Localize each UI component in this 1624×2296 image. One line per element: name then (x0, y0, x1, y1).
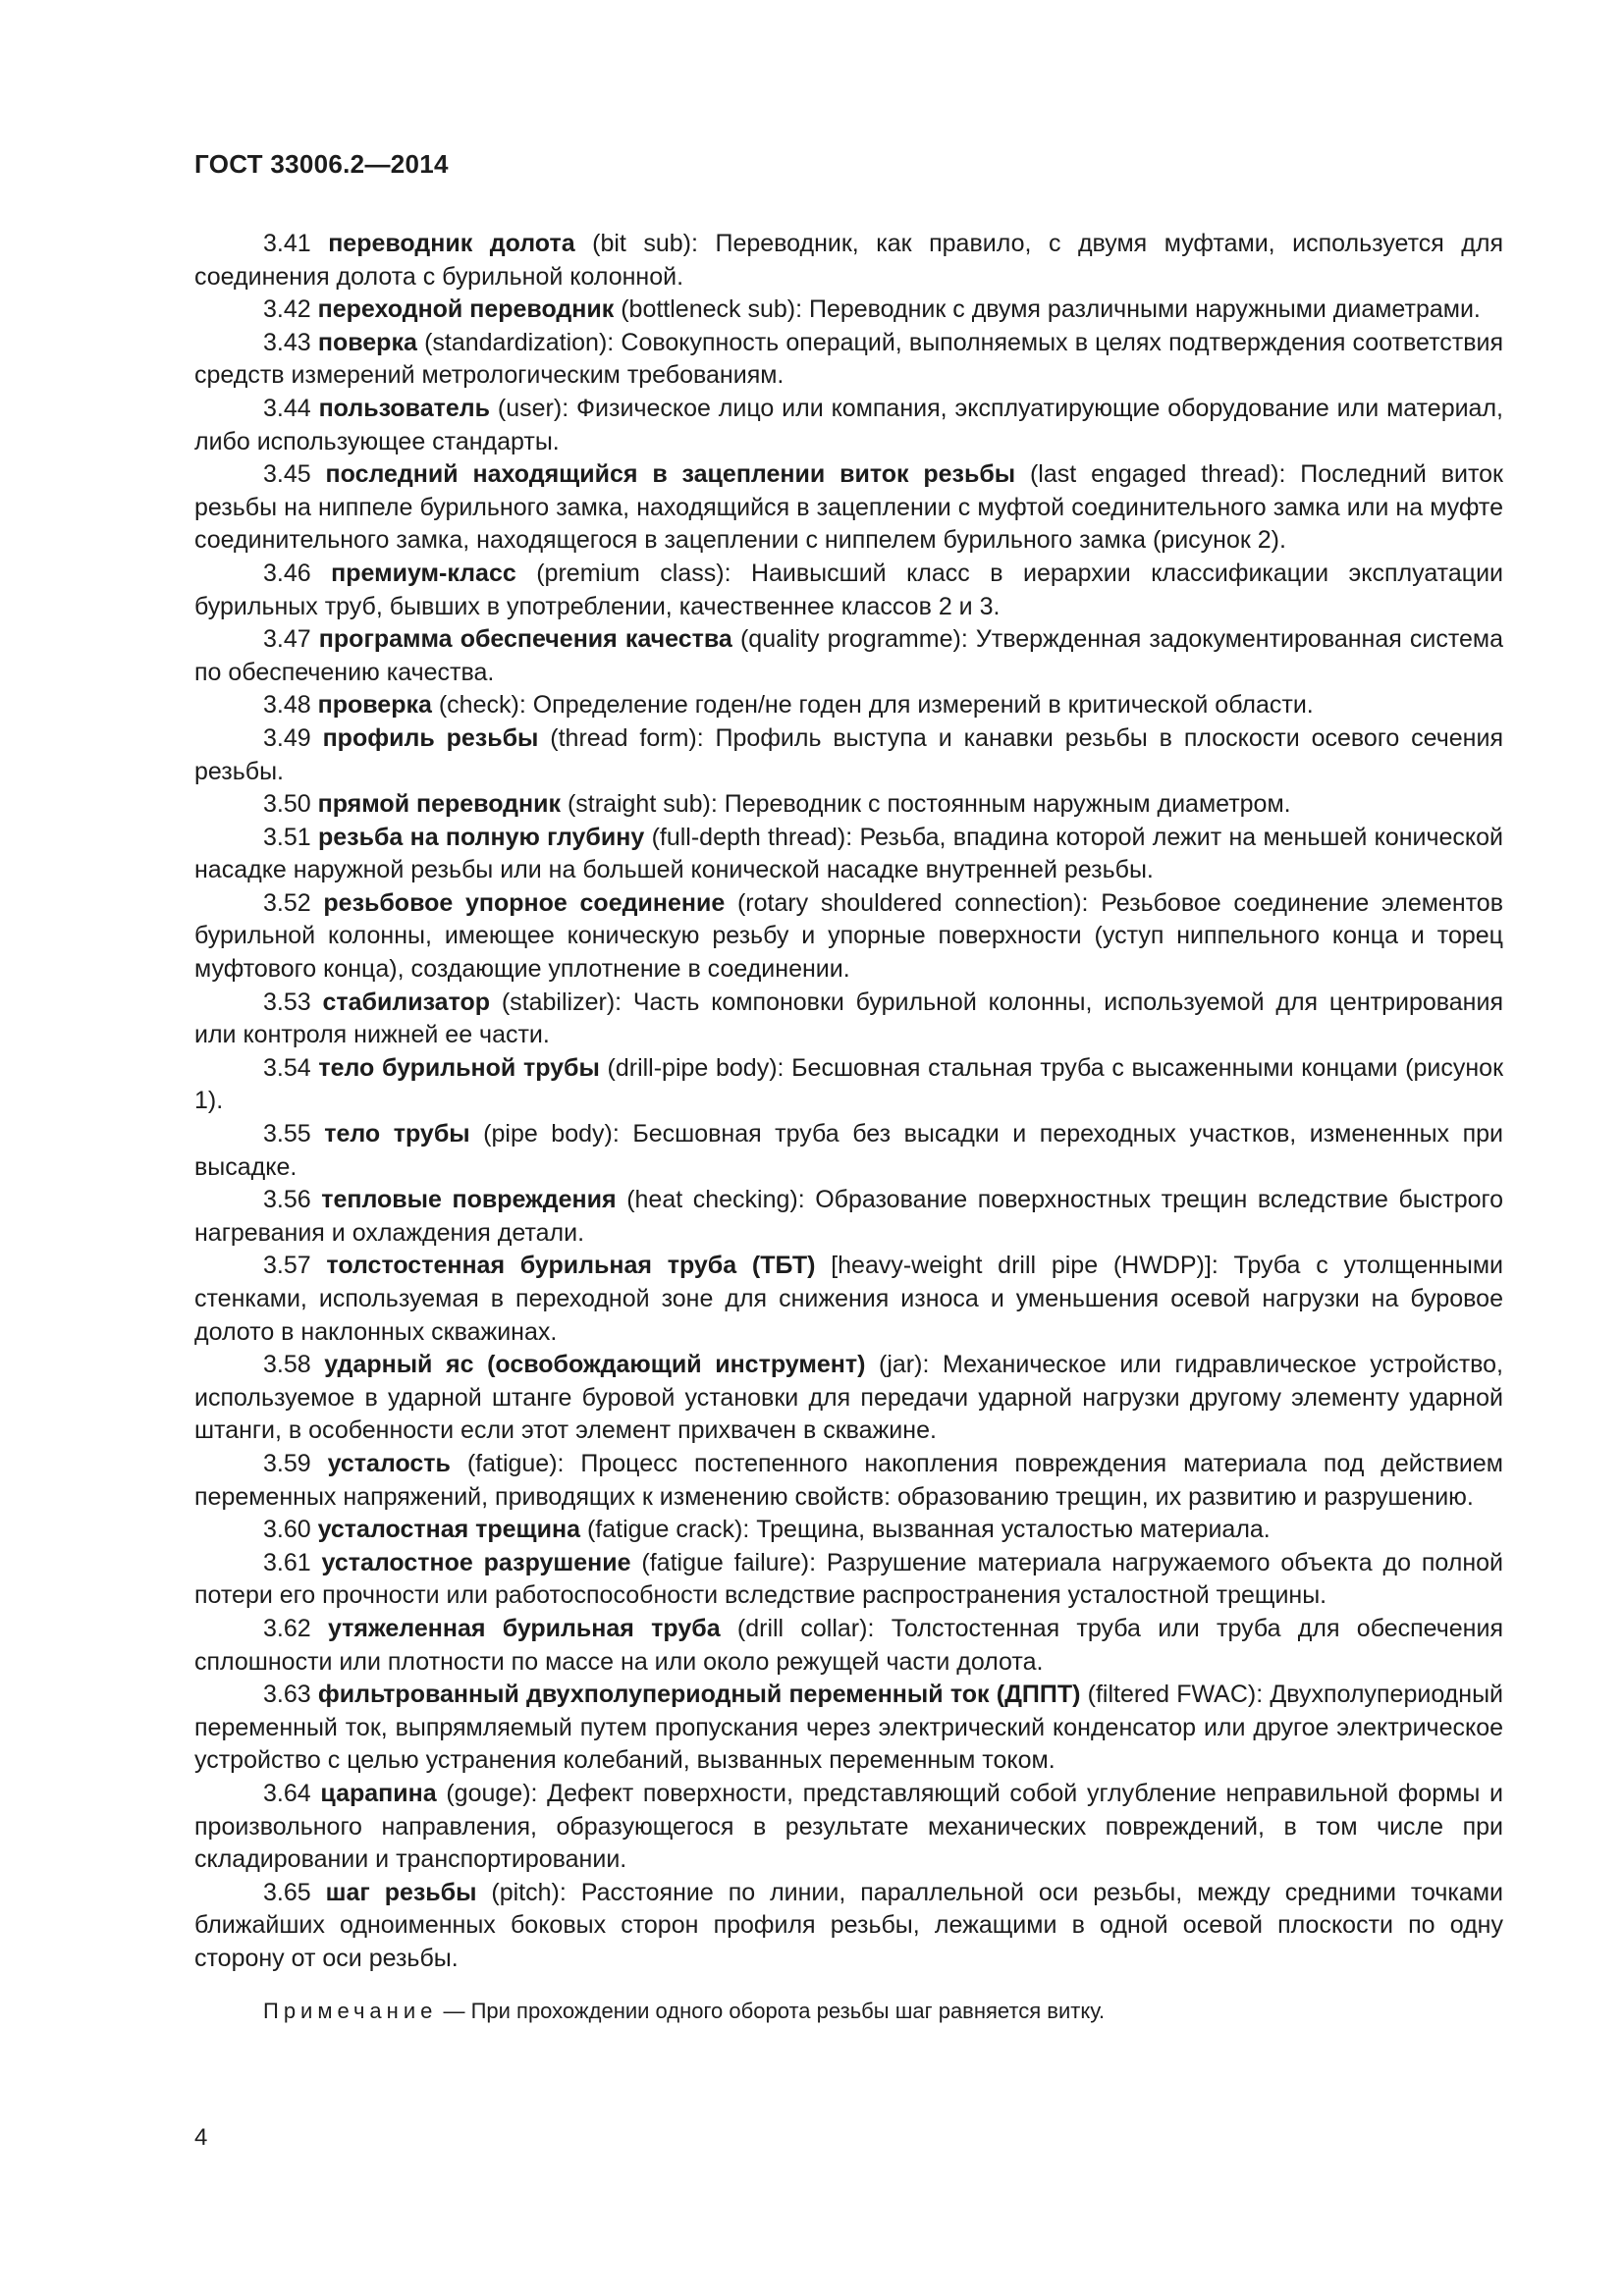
entry-english: (thread form) (550, 723, 697, 752)
definition-entry (194, 294, 1503, 327)
definition-entry (194, 558, 1503, 623)
entry-english: (last engaged thread) (1029, 460, 1279, 489)
entry-term: профиль резьбы (322, 723, 539, 752)
definition-entry (194, 1184, 1503, 1250)
entry-english: (stabilizer) (501, 988, 616, 1016)
entry-term: ударный яс (освобождающий инструмент) (324, 1351, 866, 1379)
entry-number: 3.42 (263, 295, 311, 324)
entry-english: (fatigue crack) (586, 1516, 743, 1544)
entry-definition: : Образование поверхностных трещин вследствие быстрого нагревания и охлаждения детали. (194, 1186, 1504, 1247)
entry-number: 3.62 (263, 1614, 311, 1642)
entry-definition: : Резьба, впадина которой лежит на меньшей конической насадке наружной резьбы или на большей конической насадке внутренней резьбы. (194, 823, 1504, 884)
entry-english: (check) (438, 691, 519, 720)
definition-entry (194, 1679, 1503, 1778)
entry-term: премиум-класс (331, 559, 516, 587)
entry-definition: : Утвержденная задокументированная система по обеспечению качества. (194, 625, 1504, 686)
entry-definition: : Профиль выступа и канавки резьбы в плоскости осевого сечения резьбы. (194, 723, 1503, 785)
entry-definition: : Переводник с двумя различными наружными диаметрами. (795, 295, 1481, 324)
entry-number: 3.55 (263, 1120, 311, 1148)
document-header: ГОСТ 33006.2—2014 (194, 149, 449, 179)
entry-number: 3.60 (263, 1516, 311, 1544)
entry-term: пользователь (318, 394, 490, 422)
entry-definition: : Труба с утолщенными стенками, используемая в переходной зоне для снижения износа и уменьшения осевой нагрузки на буровое долото в наклонных скважинах. (194, 1252, 1503, 1346)
entry-definition: : Наивысший класс в иерархии классификации эксплуатации бурильных труб, бывших в употреблении, качественнее классов 2 и 3. (194, 559, 1504, 620)
entry-number: 3.48 (263, 691, 311, 720)
entry-english: (jar) (879, 1351, 923, 1379)
entry-number: 3.61 (263, 1548, 311, 1576)
entry-number: 3.53 (263, 988, 311, 1016)
entry-term: усталость (327, 1449, 451, 1477)
entry-english: (user) (497, 394, 563, 422)
entry-term: программа обеспечения качества (318, 625, 732, 654)
entry-definition: : Переводник, как правило, с двумя муфтами, используется для соединения долота с бурильной колонной. (194, 230, 1504, 291)
entry-english: (bit sub) (592, 230, 692, 257)
definition-entry (194, 1877, 1503, 1976)
entry-number: 3.56 (263, 1186, 311, 1214)
entry-term: последний находящийся в зацеплении виток резьбы (325, 460, 1016, 489)
entry-term: тело бурильной трубы (318, 1053, 600, 1082)
definition-entry (194, 722, 1503, 788)
entry-definition: : Трещина, вызванная усталостью материала. (742, 1516, 1271, 1544)
entry-number: 3.57 (263, 1252, 311, 1280)
definition-entry (194, 1052, 1503, 1118)
entry-english: (straight sub) (567, 790, 711, 819)
definition-entry (194, 393, 1503, 458)
entry-definition: : Бесшовная стальная труба с высаженными концами (рисунок 1). (194, 1053, 1504, 1115)
entry-english: (drill-pipe body) (607, 1053, 778, 1082)
entry-english: (drill collar) (736, 1614, 868, 1642)
note-paragraph (194, 1997, 1503, 2026)
entry-english: (gouge) (446, 1779, 531, 1807)
entry-term: резьба на полную глубину (317, 823, 645, 851)
entry-term: поверка (317, 328, 417, 356)
entry-number: 3.64 (263, 1779, 311, 1807)
entry-english: (fatigue failure) (641, 1548, 810, 1576)
definition-entry (194, 1514, 1503, 1547)
definition-entry (194, 1118, 1503, 1184)
definition-entry (194, 228, 1503, 294)
definitions-list (194, 228, 1503, 2026)
entry-term: проверка (317, 691, 432, 720)
entry-english: (quality programme) (739, 625, 961, 654)
entry-number: 3.51 (263, 823, 311, 851)
definition-entry (194, 987, 1503, 1052)
entry-english: (heat checking) (626, 1186, 798, 1214)
entry-definition: : Механическое или гидравлическое устройство, используемое в ударной штанге буровой установки для передачи ударной нагрузки другому элементу ударной штанги, в особенности если этот элемент прихвачен в скважине. (194, 1351, 1503, 1445)
entry-term: усталостное разрушение (321, 1548, 631, 1576)
entry-definition: : Физическое лицо или компания, эксплуатирующие оборудование или материал, либо использующее стандарты. (194, 394, 1503, 455)
entry-term: тепловые повреждения (321, 1186, 617, 1214)
entry-english: (fatigue) (466, 1449, 558, 1477)
entry-definition: : Последний виток резьбы на ниппеле бурильного замка, находящийся в зацеплении с муфтой соединительного замка или на муфте соединительного замка, находящегося в зацеплении с ниппелем бурильного замка (рисунок 2). (194, 460, 1503, 555)
definition-entry (194, 689, 1503, 722)
entry-term: усталостная трещина (317, 1516, 581, 1544)
entry-term: фильтрованный двухполупериодный переменный ток (ДППТ) (317, 1681, 1081, 1709)
definition-entry (194, 327, 1503, 393)
entry-definition: : Расстояние по линии, параллельной оси резьбы, между средними точками ближайших одноименных боковых сторон профиля резьбы, лежащими в одной осевой плоскости по одну сторону от оси резьбы. (194, 1878, 1503, 1972)
entry-english: (bottleneck sub) (621, 295, 796, 324)
entry-number: 3.52 (263, 888, 311, 917)
entry-number: 3.46 (263, 559, 311, 587)
entry-term: тело трубы (324, 1120, 470, 1148)
entry-number: 3.54 (263, 1053, 311, 1082)
entry-number: 3.43 (263, 328, 311, 356)
definition-entry (194, 1613, 1503, 1679)
entry-definition: : Определение годен/не годен для измерений в критической области. (518, 691, 1314, 720)
entry-number: 3.44 (263, 394, 311, 422)
page-number: 4 (194, 2124, 208, 2151)
entry-term: резьбовое упорное соединение (323, 888, 726, 917)
entry-english: (pitch) (491, 1878, 560, 1906)
definition-entry (194, 1250, 1503, 1349)
definition-entry (194, 822, 1503, 887)
definition-entry (194, 1547, 1503, 1613)
entry-definition: : Процесс постепенного накопления повреждения материала под действием переменных напряжений, приводящих к изменению свойств: образованию трещин, их развитию и разрушению. (194, 1449, 1503, 1511)
entry-term: утяжеленная бурильная труба (327, 1614, 721, 1642)
entry-term: царапина (320, 1779, 437, 1807)
entry-english: (premium class) (536, 559, 725, 587)
definition-entry (194, 788, 1503, 822)
entry-definition: : Часть компоновки бурильной колонны, используемой для центрирования или контроля нижней ее части. (194, 988, 1503, 1049)
entry-number: 3.41 (263, 230, 311, 257)
entry-english: [heavy-weight drill pipe (HWDP)] (831, 1252, 1212, 1280)
entry-english: (standardization) (424, 328, 608, 356)
note-label: Примечание (263, 1999, 438, 2024)
definition-entry (194, 887, 1503, 987)
entry-term: прямой переводник (317, 790, 562, 819)
entry-term: переходной переводник (317, 295, 615, 324)
entry-definition: : Двухполупериодный переменный ток, выпрямляемый путем пропускания через электрический конденсатор или другое электрическое устройство с целью устранения колебаний, вызванных переменным током. (194, 1681, 1504, 1775)
entry-english: (filtered FWAC) (1087, 1681, 1257, 1709)
entry-number: 3.49 (263, 723, 311, 752)
entry-term: шаг резьбы (325, 1878, 477, 1906)
entry-number: 3.65 (263, 1878, 311, 1906)
entry-english: (full-depth thread) (651, 823, 846, 851)
definition-entry (194, 1448, 1503, 1514)
entry-definition: : Резьбовое соединение элементов бурильной колонны, имеющее коническую резьбу и упорные поверхности (уступ ниппельного конца и торец муфтового конца), создающие уплотнение в соединении. (194, 888, 1503, 984)
entry-term: толстостенная бурильная труба (ТБТ) (326, 1252, 816, 1280)
entry-number: 3.59 (263, 1449, 311, 1477)
entry-english: (rotary shouldered connection) (736, 888, 1082, 917)
definition-entry (194, 1349, 1503, 1448)
definition-entry (194, 623, 1503, 689)
entry-definition: : Толстостенная труба или труба для обеспечения сплошности или плотности по массе на или около режущей части долота. (194, 1614, 1503, 1676)
entry-number: 3.63 (263, 1681, 311, 1709)
entry-definition: : Совокупность операций, выполняемых в целях подтверждения соответствия средств измерений метрологическим требованиям. (194, 328, 1503, 390)
entry-definition: : Дефект поверхности, представляющий собой углубление неправильной формы и произвольного направления, образующегося в результате механических повреждений, в том числе при складировании и транспортировании. (194, 1779, 1503, 1874)
entry-number: 3.58 (263, 1351, 311, 1379)
entry-definition: : Бесшовная труба без высадки и переходных участков, измененных при высадке. (194, 1120, 1504, 1181)
note-text: При прохождении одного оборота резьбы шаг равняется витку. (470, 1999, 1106, 2024)
entry-definition: : Переводник с постоянным наружным диаметром. (710, 790, 1291, 819)
entry-term: стабилизатор (322, 988, 491, 1016)
entry-number: 3.47 (263, 625, 311, 654)
definition-entry (194, 1778, 1503, 1877)
note-dash: — (437, 1999, 471, 2024)
entry-english: (pipe body) (483, 1120, 613, 1148)
entry-definition: : Разрушение материала нагружаемого объекта до полной потери его прочности или работоспособности вследствие распространения усталостной трещины. (194, 1548, 1503, 1610)
entry-term: переводник долота (328, 230, 575, 257)
entry-number: 3.50 (263, 790, 311, 819)
entry-number: 3.45 (263, 460, 311, 489)
definition-entry (194, 458, 1503, 558)
